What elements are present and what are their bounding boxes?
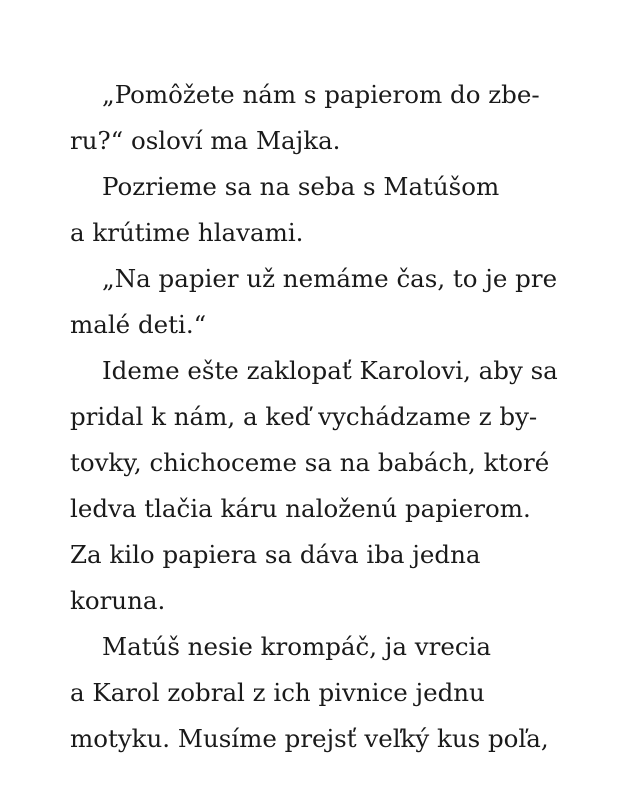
text-line: pridal k nám, a keď vychádzame z by- [70, 402, 538, 431]
text-line: a krútime hlavami. [70, 218, 304, 247]
text-line: malé deti.“ [70, 310, 207, 339]
text-line-paragraph-start: „Pomôžete nám s papierom do zbe- [102, 80, 540, 109]
text-line: koruna. [70, 586, 166, 615]
text-line: ru?“ osloví ma Majka. [70, 126, 341, 155]
text-line-paragraph-start: „Na papier už nemáme čas, to je pre [102, 264, 558, 293]
text-line: Za kilo papiera sa dáva iba jedna [70, 540, 481, 569]
text-line: motyku. Musíme prejsť veľký kus poľa, [70, 724, 549, 753]
text-line-paragraph-start: Ideme ešte zaklopať Karolovi, aby sa [102, 356, 558, 385]
body-text [70, 72, 590, 762]
text-line: tovky, chichoceme sa na babách, ktoré [70, 448, 550, 477]
text-line-paragraph-start: Matúš nesie krompáč, ja vrecia [102, 632, 491, 661]
text-line: a Karol zobral z ich pivnice jednu [70, 678, 485, 707]
text-line: ledva tlačia káru naloženú papierom. [70, 494, 531, 523]
text-line-paragraph-start: Pozrieme sa na seba s Matúšom [102, 172, 500, 201]
